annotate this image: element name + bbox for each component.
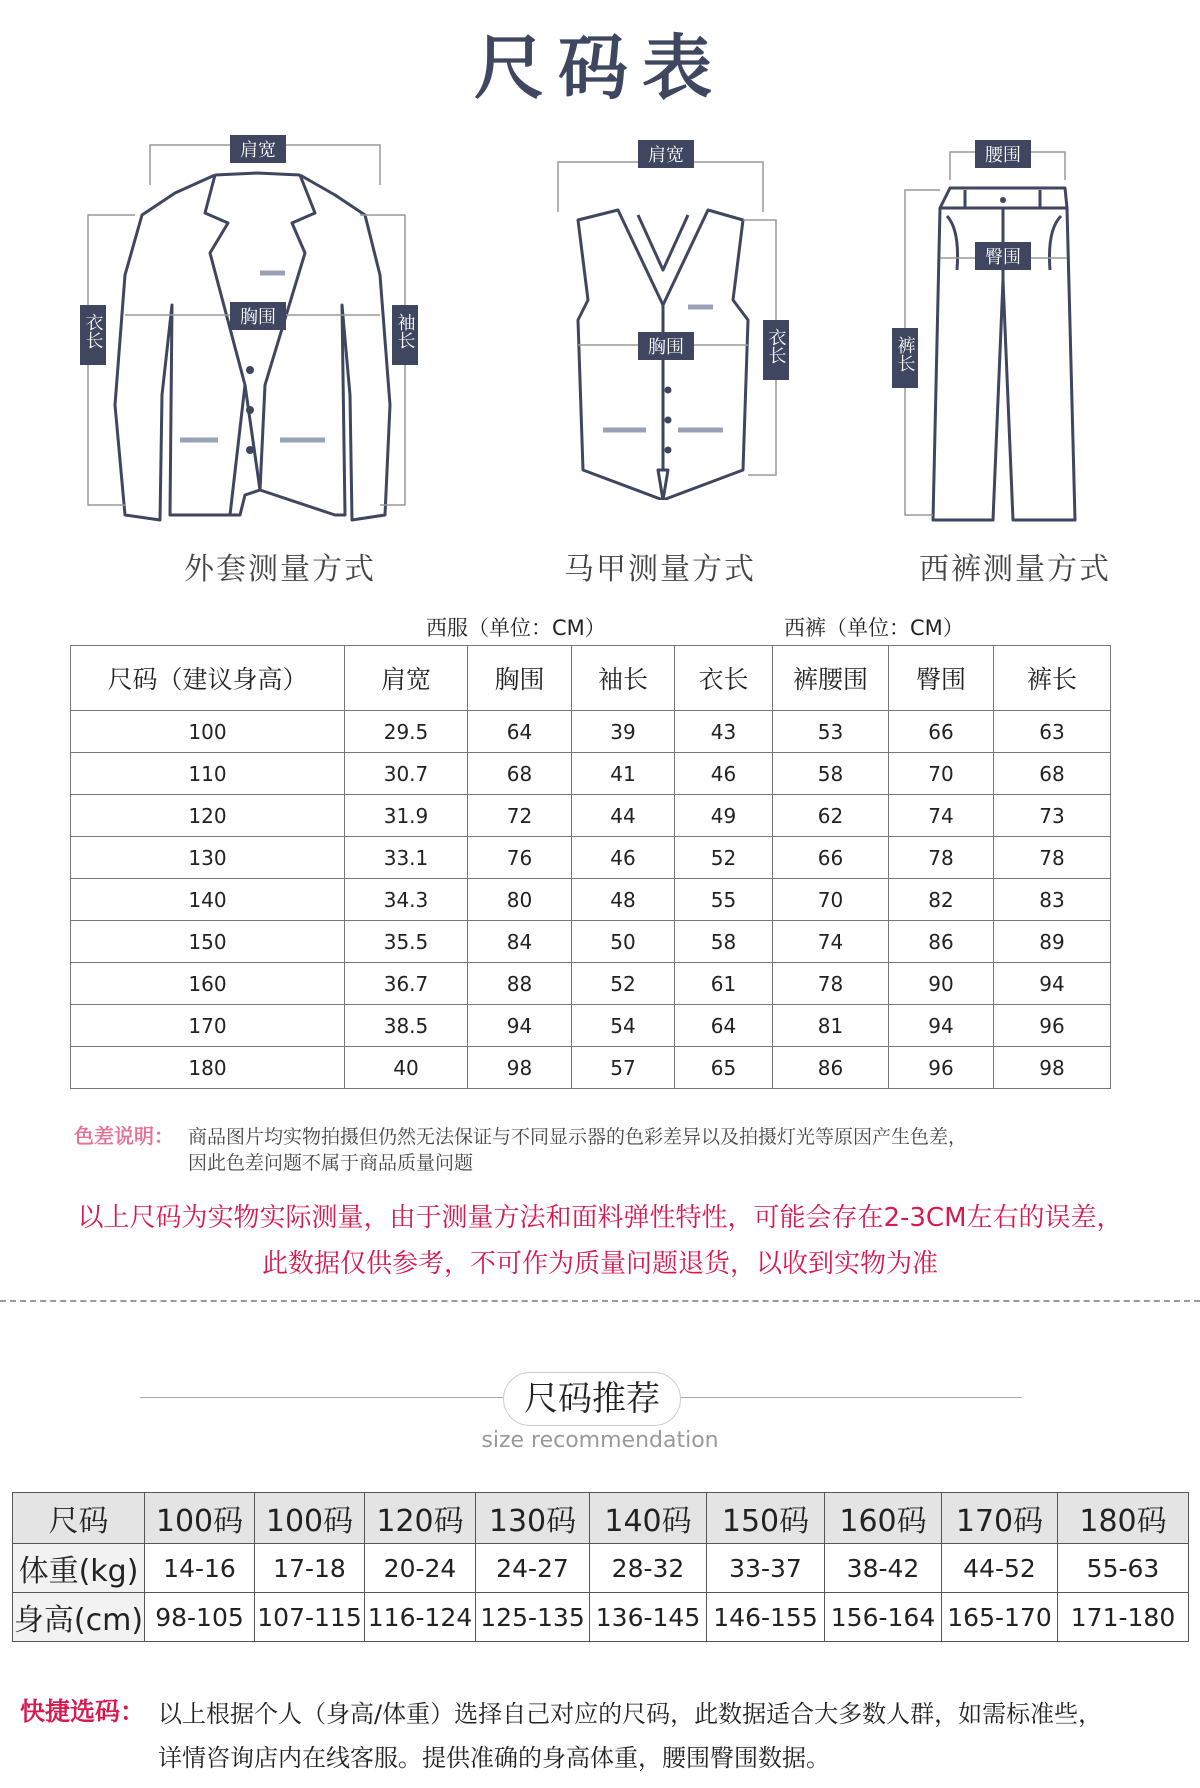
table-cell: 98	[468, 1047, 572, 1089]
table-cell: 74	[889, 795, 994, 837]
pants-length-label: 裤长	[894, 336, 916, 372]
table-cell: 40	[345, 1047, 468, 1089]
jacket-length-label: 衣长	[82, 313, 104, 349]
table-cell: 52	[675, 837, 773, 879]
table-cell: 130	[71, 837, 345, 879]
header-pants-length: 裤长	[994, 646, 1111, 711]
table-cell: 150	[71, 921, 345, 963]
rec-cell: 38-42	[825, 1544, 942, 1593]
table-cell: 96	[889, 1047, 994, 1089]
jacket-chest-label: 胸围	[240, 307, 276, 328]
jacket-sleeve-label: 袖长	[394, 313, 416, 349]
rec-row-weight	[13, 1544, 1189, 1593]
table-row	[71, 753, 1111, 795]
table-row	[71, 837, 1111, 879]
quick-pick-line2: 详情咨询店内在线客服。提供准确的身高体重，腰围臀围数据。	[158, 1744, 830, 1772]
table-cell: 62	[773, 795, 889, 837]
quick-pick-label: 快捷选码：	[20, 1697, 146, 1726]
table-cell: 78	[889, 837, 994, 879]
rec-cell: 165-170	[942, 1593, 1058, 1642]
rec-cell: 140码	[590, 1493, 707, 1544]
table-row	[71, 963, 1111, 1005]
header-length: 衣长	[675, 646, 773, 711]
rec-cell: 170码	[942, 1493, 1058, 1544]
rec-title: 尺码推荐	[503, 1372, 681, 1426]
rec-cell: 33-37	[707, 1544, 825, 1593]
rec-cell: 107-115	[255, 1593, 365, 1642]
table-cell: 34.3	[345, 879, 468, 921]
table-cell: 64	[468, 711, 572, 753]
table-cell: 90	[889, 963, 994, 1005]
table-cell: 68	[468, 753, 572, 795]
header-chest: 胸围	[468, 646, 572, 711]
table-row	[71, 921, 1111, 963]
page-title: 尺码表	[474, 27, 726, 109]
pants-caption: 西裤测量方式	[919, 552, 1111, 587]
table-cell: 52	[572, 963, 675, 1005]
rec-line-right	[679, 1397, 1022, 1398]
rec-row-size	[13, 1493, 1189, 1544]
table-cell: 46	[572, 837, 675, 879]
table-cell: 94	[468, 1005, 572, 1047]
warning-line2: 此数据仅供参考，不可作为质量问题退货，以收到实物为准	[261, 1249, 938, 1279]
rec-cell: 98-105	[145, 1593, 255, 1642]
table-cell: 54	[572, 1005, 675, 1047]
table-cell: 53	[773, 711, 889, 753]
table-cell: 82	[889, 879, 994, 921]
table-cell: 58	[773, 753, 889, 795]
table-cell: 98	[994, 1047, 1111, 1089]
table-row	[71, 795, 1111, 837]
rec-cell: 156-164	[825, 1593, 942, 1642]
table-cell: 31.9	[345, 795, 468, 837]
table-cell: 48	[572, 879, 675, 921]
table-cell: 76	[468, 837, 572, 879]
rec-cell: 100码	[145, 1493, 255, 1544]
color-note-line1: 商品图片均实物拍摄但仍然无法保证与不同显示器的色彩差异以及拍摄灯光等原因产生色差，	[188, 1126, 968, 1148]
pants-waist-label: 腰围	[985, 145, 1021, 166]
suit-unit-label: 西服（单位：CM）	[426, 616, 606, 640]
header-pants-waist: 裤腰围	[773, 646, 889, 711]
size-table-header	[71, 646, 1111, 711]
rec-cell: 160码	[825, 1493, 942, 1544]
pants-diagram	[885, 140, 1085, 530]
table-cell: 84	[468, 921, 572, 963]
table-cell: 83	[994, 879, 1111, 921]
table-row	[71, 1047, 1111, 1089]
table-cell: 180	[71, 1047, 345, 1089]
rec-cell: 17-18	[255, 1544, 365, 1593]
table-cell: 170	[71, 1005, 345, 1047]
table-cell: 57	[572, 1047, 675, 1089]
table-cell: 49	[675, 795, 773, 837]
table-cell: 96	[994, 1005, 1111, 1047]
rec-cell: 120码	[365, 1493, 476, 1544]
table-cell: 44	[572, 795, 675, 837]
rec-cell: 28-32	[590, 1544, 707, 1593]
table-cell: 50	[572, 921, 675, 963]
rec-cell: 116-124	[365, 1593, 476, 1642]
table-cell: 63	[994, 711, 1111, 753]
table-cell: 65	[675, 1047, 773, 1089]
table-cell: 89	[994, 921, 1111, 963]
table-cell: 35.5	[345, 921, 468, 963]
table-cell: 120	[71, 795, 345, 837]
table-cell: 94	[994, 963, 1111, 1005]
table-cell: 140	[71, 879, 345, 921]
table-cell: 160	[71, 963, 345, 1005]
vest-length-label: 衣长	[765, 328, 787, 364]
table-cell: 66	[773, 837, 889, 879]
vest-caption: 马甲测量方式	[564, 552, 756, 587]
table-row	[71, 1005, 1111, 1047]
jacket-diagram	[80, 135, 440, 525]
table-cell: 64	[675, 1005, 773, 1047]
table-cell: 66	[889, 711, 994, 753]
rec-cell: 44-52	[942, 1544, 1058, 1593]
table-cell: 41	[572, 753, 675, 795]
rec-cell: 136-145	[590, 1593, 707, 1642]
table-cell: 78	[773, 963, 889, 1005]
rec-row-header: 体重(kg)	[13, 1544, 145, 1593]
quick-pick-line1: 以上根据个人（身高/体重）选择自己对应的尺码，此数据适合大多数人群，如需标准些，	[158, 1700, 1103, 1728]
rec-cell: 125-135	[476, 1593, 590, 1642]
table-cell: 61	[675, 963, 773, 1005]
table-cell: 86	[773, 1047, 889, 1089]
table-cell: 81	[773, 1005, 889, 1047]
table-cell: 100	[71, 711, 345, 753]
rec-cell: 100码	[255, 1493, 365, 1544]
rec-cell: 180码	[1058, 1493, 1189, 1544]
warning-line1: 以上尺码为实物实际测量，由于测量方法和面料弹性特性，可能会存在2-3CM左右的误差，	[77, 1203, 1123, 1233]
table-cell: 70	[889, 753, 994, 795]
recommendation-table	[12, 1492, 1189, 1642]
rec-cell: 130码	[476, 1493, 590, 1544]
table-cell: 39	[572, 711, 675, 753]
table-cell: 30.7	[345, 753, 468, 795]
rec-row-header: 身高(cm)	[13, 1593, 145, 1642]
jacket-caption: 外套测量方式	[184, 552, 376, 587]
jacket-shoulder-label: 肩宽	[240, 140, 276, 161]
rec-cell: 14-16	[145, 1544, 255, 1593]
table-cell: 33.1	[345, 837, 468, 879]
rec-cell: 150码	[707, 1493, 825, 1544]
header-hip: 臀围	[889, 646, 994, 711]
header-size: 尺码（建议身高）	[71, 646, 345, 711]
table-cell: 78	[994, 837, 1111, 879]
rec-cell: 20-24	[365, 1544, 476, 1593]
table-cell: 70	[773, 879, 889, 921]
rec-cell: 24-27	[476, 1544, 590, 1593]
table-cell: 74	[773, 921, 889, 963]
table-cell: 43	[675, 711, 773, 753]
table-cell: 86	[889, 921, 994, 963]
rec-row-header: 尺码	[13, 1493, 145, 1544]
pants-hip-label: 臀围	[985, 247, 1021, 268]
rec-subtitle: size recommendation	[481, 1428, 719, 1453]
vest-diagram	[528, 140, 798, 500]
rec-cell: 146-155	[707, 1593, 825, 1642]
size-table	[70, 645, 1111, 1089]
table-cell: 36.7	[345, 963, 468, 1005]
rec-cell: 171-180	[1058, 1593, 1189, 1642]
table-cell: 38.5	[345, 1005, 468, 1047]
vest-chest-label: 胸围	[648, 337, 684, 358]
rec-cell: 55-63	[1058, 1544, 1189, 1593]
table-cell: 73	[994, 795, 1111, 837]
rec-line-left	[140, 1397, 503, 1398]
table-cell: 55	[675, 879, 773, 921]
table-row	[71, 711, 1111, 753]
rec-row-height	[13, 1593, 1189, 1642]
section-divider	[0, 1300, 1200, 1302]
table-cell: 68	[994, 753, 1111, 795]
table-cell: 58	[675, 921, 773, 963]
header-sleeve: 袖长	[572, 646, 675, 711]
header-shoulder: 肩宽	[345, 646, 468, 711]
color-note-line2: 因此色差问题不属于商品质量问题	[188, 1152, 474, 1174]
table-cell: 88	[468, 963, 572, 1005]
table-cell: 110	[71, 753, 345, 795]
color-note-label: 色差说明：	[74, 1124, 174, 1148]
table-cell: 29.5	[345, 711, 468, 753]
table-cell: 94	[889, 1005, 994, 1047]
vest-shoulder-label: 肩宽	[648, 145, 684, 166]
pants-unit-label: 西裤（单位：CM）	[784, 616, 964, 640]
table-cell: 72	[468, 795, 572, 837]
table-cell: 80	[468, 879, 572, 921]
table-cell: 46	[675, 753, 773, 795]
table-row	[71, 879, 1111, 921]
